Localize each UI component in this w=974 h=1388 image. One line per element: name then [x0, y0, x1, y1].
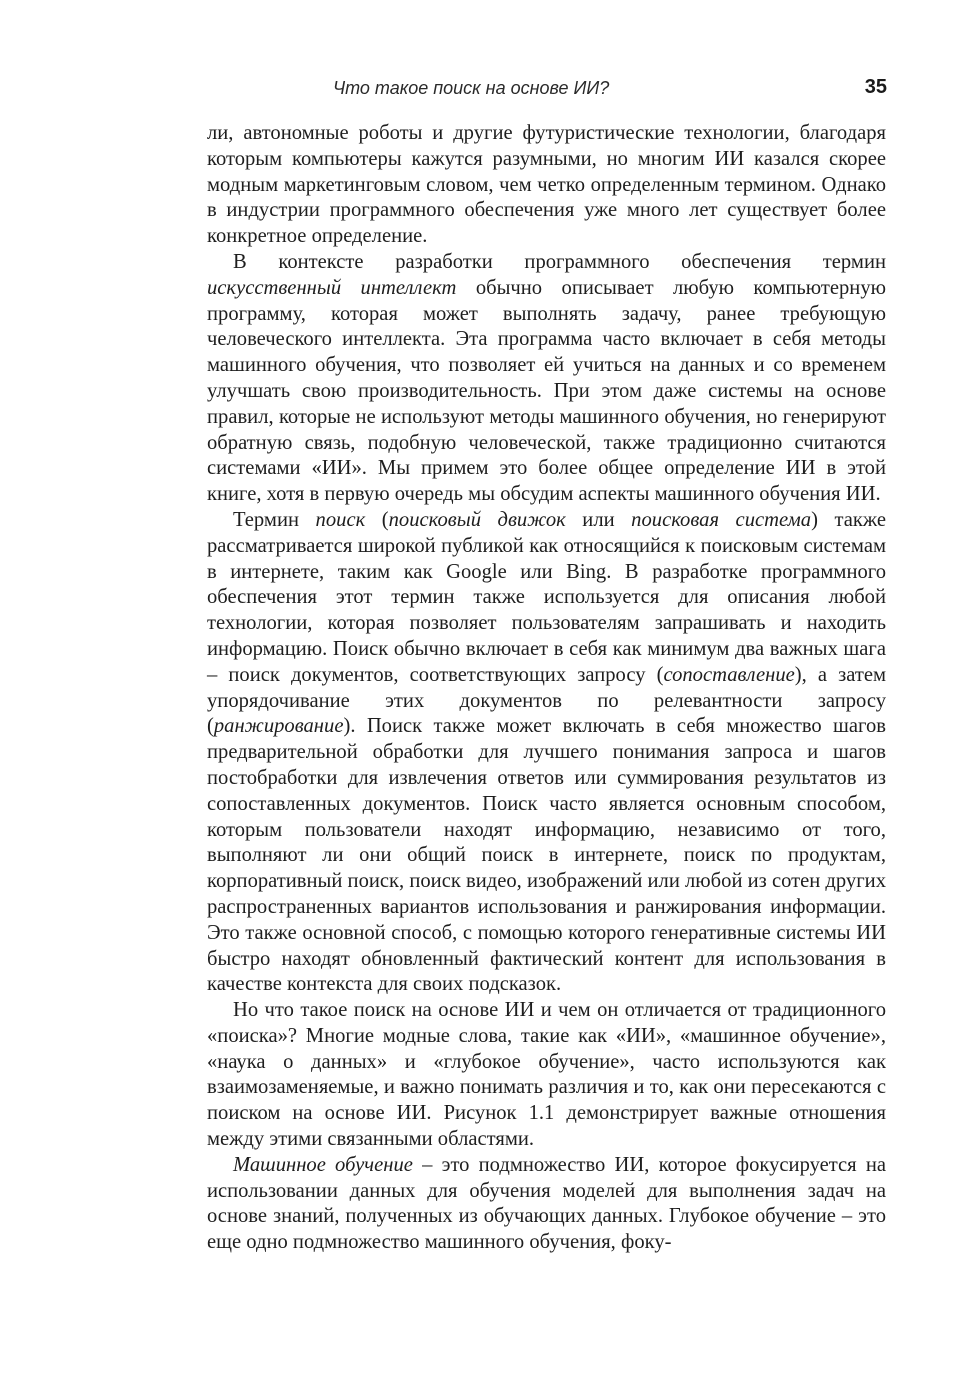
italic-term: искусственный интеллект [207, 276, 457, 299]
text-run: ). Поиск также может включать в себя множество шагов предварительной обработки для лучшего понимания запроса и шагов постобработки для извлечения ответов или суммирования результатов из сопоставленных документов. Поиск часто является основным способом, которым пользователи находят информацию, независимо от того, выполняют ли они общий поиск в интернете, поиск по продуктам, корпоративный поиск, поиск видео, изображений или любой из сотен других распространенных вариантов использования и ранжирования информации. Это также основной способ, с помощью которого генеративные системы ИИ быстро находят обновленный фактический контент для использования в качестве контекста для своих подсказок. [207, 715, 886, 996]
running-head [205, 76, 887, 106]
text-run: ли, автономные роботы и другие футуристические технологии, благодаря которым компьютеры кажутся разумными, но многим ИИ казался скорее модным маркетинговым словом, чем четко определенным термином. Однако в индустрии программного обеспечения уже много лет существует более конкретное определение. [207, 122, 886, 248]
text-run: Но что такое поиск на основе ИИ и чем он отличается от традиционного «поиска»? Многие модные слова, такие как «ИИ», «машинное обучение», «наука о данных» и «глубокое обучение», часто используются как взаимозаменяемые, и важно понимать различия и то, как они пересекаются с поиском на основе ИИ. Рисунок 1.1 демонстрирует важные отношения между этими связанными областями. [207, 999, 886, 1151]
italic-term: ранжирование [213, 715, 344, 738]
paragraph-1 [207, 121, 886, 250]
paragraph-4 [207, 998, 886, 1153]
italic-term: поисковый движок [388, 508, 566, 531]
page-number: 35 [864, 76, 887, 98]
text-run: или [565, 508, 632, 531]
italic-term: поиск [315, 508, 366, 531]
running-title: Что такое поиск на основе ИИ? [333, 78, 610, 98]
text-run: обычно описывает любую компьютерную программу, которая может выполнять задачу, ранее требующую человеческого интеллекта. Эта программа часто включает в себя методы машинного обучения, что позволяет ей учиться на данных и со временем улучшать свою производительность. При этом даже системы на основе правил, которые не используют методы машинного обучения, но генерируют обратную связь, подобную человеческой, также традиционно считаются системами «ИИ». Мы примем это более общее определение ИИ в этой книге, хотя в первую очередь мы обсудим аспекты машинного обучения ИИ. [207, 276, 886, 506]
text-run: ) также рассматривается широкой публикой как относящийся к поисковым системам в интернете, таким как Google или Bing. В разработке программного обеспечения этот термин также используется для описания любой технологии, которая позволяет пользователям запрашивать и находить информацию. Поиск обычно включает в себя как минимум два важных шага – поиск документов, соответствующих запросу ( [207, 508, 886, 686]
paragraph-2 [207, 250, 886, 508]
text-run: ), а затем упорядочивание этих документов по релевантности запросу ( [207, 663, 886, 738]
body-text [207, 121, 886, 1256]
paragraph-5 [207, 1153, 886, 1256]
paragraph-3 [207, 508, 886, 998]
italic-term: сопоставление [663, 663, 795, 686]
text-run: ( [365, 508, 389, 531]
italic-term: поисковая система [631, 508, 812, 531]
text-run: В контексте разработки программного обеспечения термин [233, 250, 886, 273]
text-run: Термин [233, 508, 316, 531]
text-run: – это подмножество ИИ, которое фокусируется на использовании данных для обучения моделей для выполнения задач на основе знаний, полученных из обучающих данных. Глубокое обучение – это еще одно подмножество машинного обучения, фоку- [207, 1153, 886, 1254]
italic-term: Машинное обучение [233, 1153, 413, 1176]
